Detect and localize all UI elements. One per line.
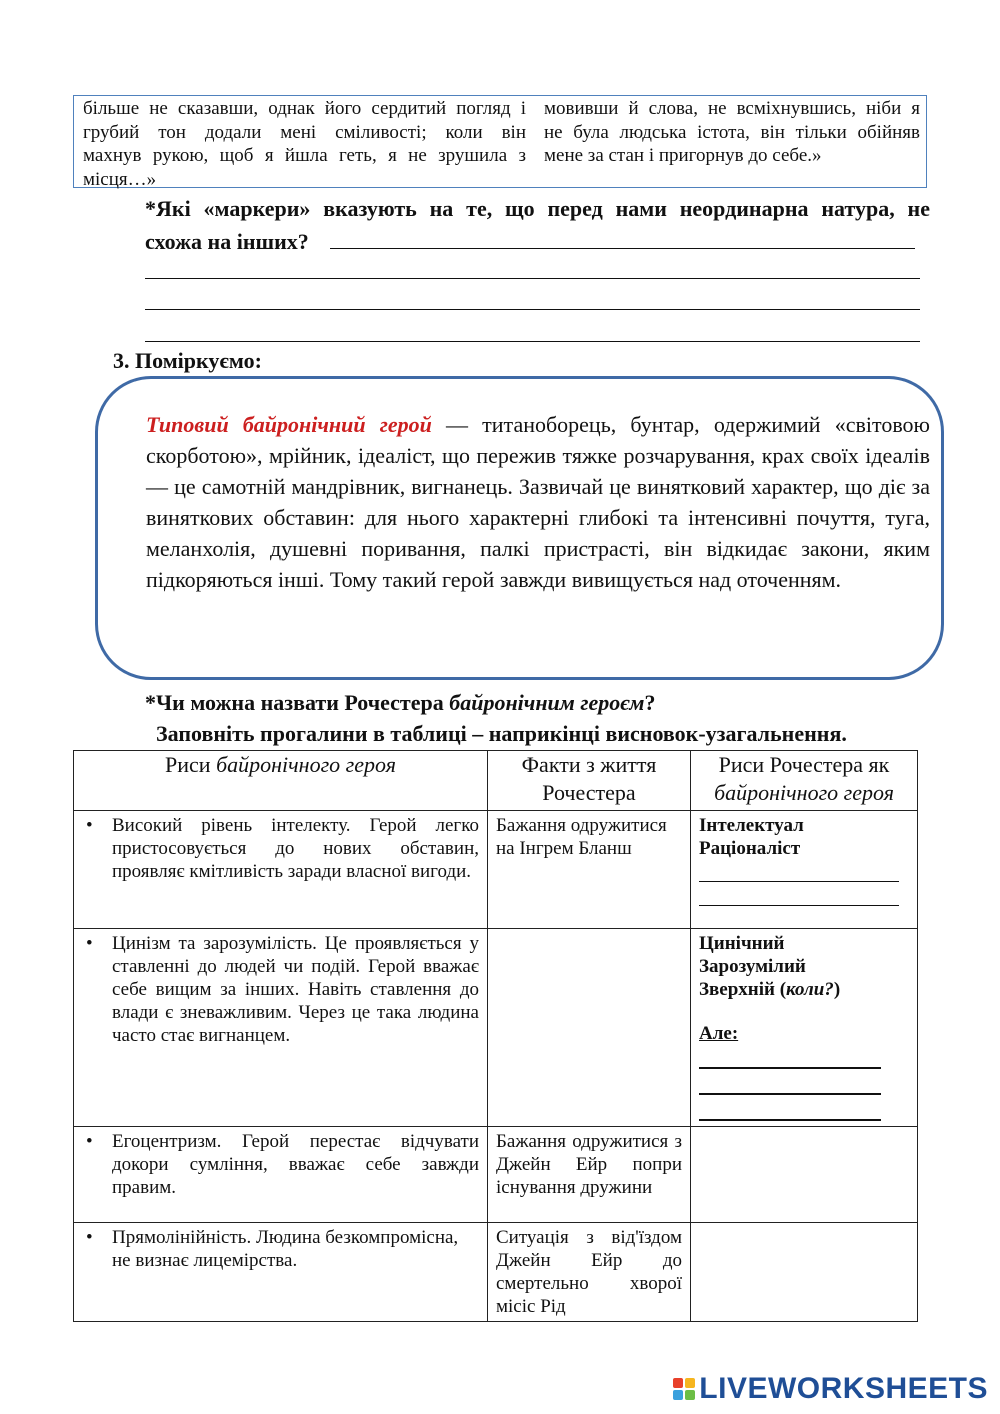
- header-traits-italic: байронічного героя: [714, 780, 894, 805]
- table-row: [74, 929, 918, 1127]
- feature-text: Прямолінійність. Людина безкомпромісна, не визнає лицемірства.: [112, 1227, 459, 1271]
- fact-text: Ситуація з від'їздом Джейн Ейр до смертельно хворої місіс Рід: [496, 1227, 682, 1317]
- answer-line[interactable]: [145, 278, 920, 279]
- header-features: [74, 751, 488, 811]
- definition-box: [95, 376, 944, 680]
- logo-square: [685, 1378, 695, 1388]
- quote-box: [73, 95, 927, 188]
- fact-cell: [488, 1127, 691, 1223]
- feature-cell: [74, 1127, 488, 1223]
- but-label: Але:: [699, 1023, 739, 1044]
- feature-text: Егоцентризм. Герой перестає відчувати докори сумління, вважає себе завжди правим.: [112, 1131, 479, 1198]
- quote-left-line: грубий тон додали мені сміливості; коли він: [83, 121, 526, 143]
- question2: [145, 690, 655, 716]
- feature-text: Цинізм та зарозумілість. Це проявляється у ставленні до людей чи подій. Герой вважає себе вищим за інших. Навіть ставлення до влади є зневажливим. Через це така людина часто стає вигнанцем.: [112, 933, 479, 1046]
- header-features-italic: байронічного героя: [216, 752, 396, 777]
- feature-cell: [74, 929, 488, 1127]
- trait-text: Зарозумілий: [699, 956, 806, 977]
- logo-text: LIVEWORKSHEETS: [699, 1372, 988, 1405]
- header-traits-line1: Риси Рочестера як: [718, 752, 890, 777]
- traits-cell: [691, 811, 918, 929]
- feature-text: Високий рівень інтелекту. Герой легко пристосовується до нових обставин, проявляє кмітливість заради власної вигоди.: [112, 815, 479, 882]
- trait-text: Раціоналіст: [699, 838, 801, 859]
- answer-line[interactable]: [330, 248, 915, 249]
- bullet-icon: •: [86, 1227, 93, 1248]
- answer-line[interactable]: [699, 1097, 881, 1121]
- feature-cell: [74, 811, 488, 929]
- bullet-icon: •: [86, 933, 93, 954]
- answer-line[interactable]: [699, 884, 899, 906]
- fact-cell[interactable]: [488, 929, 691, 1127]
- logo-mark-icon: [673, 1378, 695, 1400]
- table-row: [74, 811, 918, 929]
- logo-square: [673, 1378, 683, 1388]
- trait-text: Інтелектуал: [699, 815, 804, 836]
- quote-right-column: [544, 97, 920, 168]
- question2-suffix: ?: [644, 690, 656, 715]
- traits-cell[interactable]: [691, 1223, 918, 1322]
- bullet-icon: •: [86, 815, 93, 836]
- trait-suffix: ): [833, 979, 841, 1000]
- question2-italic: байронічним героєм: [449, 690, 645, 715]
- trait-prefix: Зверхній (: [699, 979, 787, 1000]
- quote-right-line: мене за стан і пригорнув до себе.»: [544, 145, 822, 166]
- question2-prefix: *Чи можна назвати Рочестера: [145, 690, 450, 715]
- feature-cell: [74, 1223, 488, 1322]
- definition-body: — титаноборець, бунтар, одержимий «світовою скорботою», мрійник, ідеаліст, що пережив тяжке розчарування, крах своїх ідеалів — це самотній мандрівник, вигнанець. Зазвичай це винятковий характер, що діє за виняткових обставин: для нього характерні глибокі та інтенсивні почуття, туга, меланхолія, душевні поривання, палкі пристрасті, він відкидає закони, яким підкоряються інші. Тому такий герой завжди вивищується над оточенням.: [146, 412, 930, 592]
- quote-left-line: махнув рукою, щоб я йшла геть, я не зрушила з: [83, 145, 526, 166]
- fact-text: Бажання одружитися з Джейн Ейр попри існування дружини: [496, 1131, 682, 1198]
- logo-square: [685, 1390, 695, 1400]
- traits-cell: [691, 929, 918, 1127]
- answer-line[interactable]: [699, 1071, 881, 1095]
- fact-cell: [488, 1223, 691, 1322]
- answer-line[interactable]: [145, 309, 920, 310]
- trait-italic: коли?: [786, 979, 834, 1000]
- trait-text: [699, 978, 909, 1001]
- table-row: [74, 1223, 918, 1322]
- table-header-row: [74, 751, 918, 811]
- liveworksheets-logo[interactable]: [673, 1372, 988, 1406]
- rochester-table: [73, 750, 918, 1322]
- definition-text: [146, 409, 930, 595]
- question1-line1: *Які «маркери» вказують на те, що перед нами неординарна натура, не: [145, 196, 930, 221]
- table-instruction: Заповніть прогалини в таблиці – наприкінці висновок-узагальнення.: [156, 721, 847, 746]
- header-facts: Факти з життя Рочестера: [488, 751, 691, 811]
- header-traits: [691, 751, 918, 811]
- quote-right-line: мовивши й слова, не всміхнувшись, ніби я: [544, 98, 920, 119]
- table-row: [74, 1127, 918, 1223]
- answer-line[interactable]: [699, 1045, 881, 1069]
- trait-text: Цинічний: [699, 933, 785, 954]
- traits-cell[interactable]: [691, 1127, 918, 1223]
- logo-square: [673, 1390, 683, 1400]
- fact-cell: Бажання одружитися на Інгрем Бланш: [488, 811, 691, 929]
- quote-left-column: [83, 97, 526, 191]
- quote-left-line: місця…»: [83, 168, 157, 190]
- definition-term: Типовий байронічний герой: [146, 412, 432, 437]
- question1-line2: схожа на інших?: [145, 229, 309, 254]
- bullet-icon: •: [86, 1131, 93, 1152]
- quote-left-line: більше не сказавши, однак його сердитий погляд і: [83, 98, 526, 119]
- answer-line[interactable]: [699, 860, 899, 882]
- quote-right-line: не була людська істота, він тільки обійняв: [544, 121, 920, 143]
- answer-line[interactable]: [145, 341, 920, 342]
- section-heading: 3. Поміркуємо:: [113, 348, 262, 373]
- header-features-prefix: Риси: [165, 752, 217, 777]
